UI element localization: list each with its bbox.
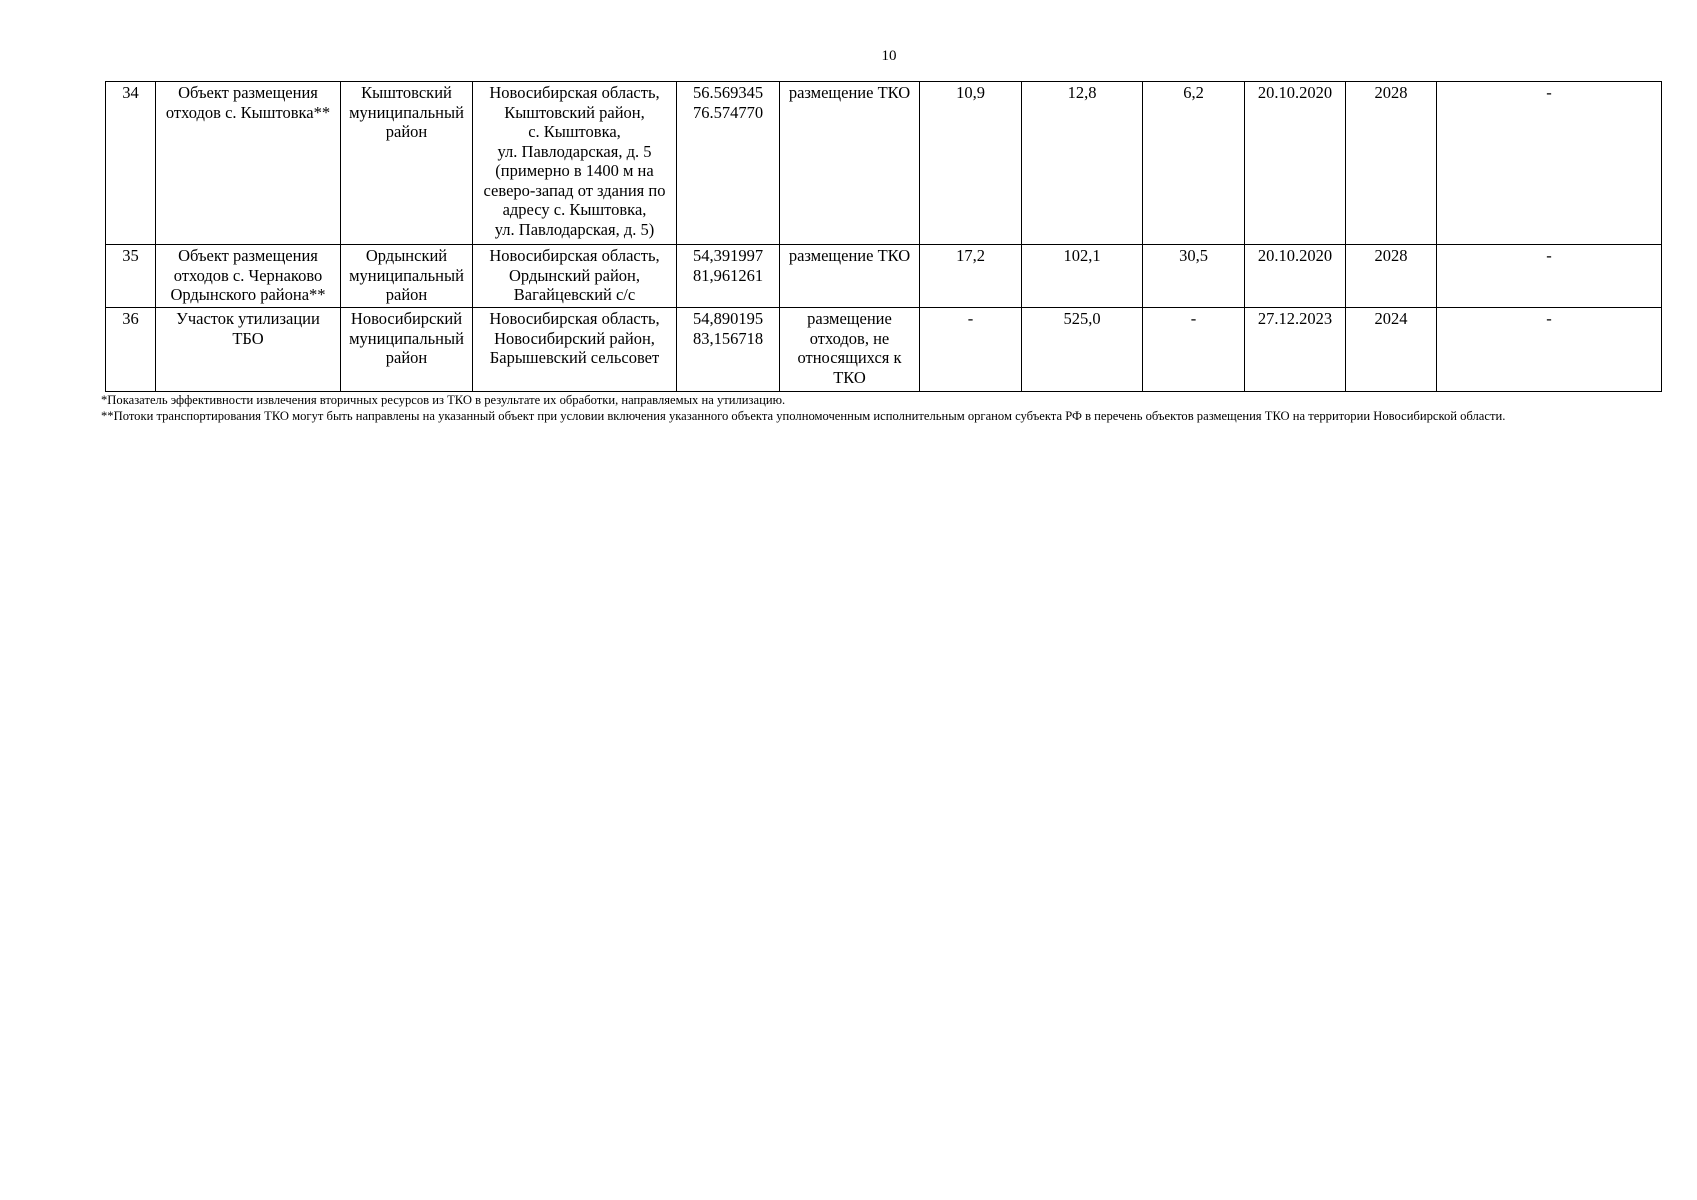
note-cell: - (1437, 308, 1662, 392)
activity-cell: размещение ТКО (780, 245, 920, 308)
date-cell: 20.10.2020 (1245, 82, 1346, 245)
value-1-cell: 17,2 (920, 245, 1022, 308)
table-row (106, 82, 1662, 245)
year-cell: 2028 (1346, 245, 1437, 308)
activity-cell: размещение ТКО (780, 82, 920, 245)
footnote-transport-flows: **Потоки транспортирования ТКО могут быть направлены на указанный объект при условии включения указанного объекта уполномоченным исполнительным органом субъекта РФ в перечень объектов размещения ТКО на территории Новосибирской области. (101, 408, 1506, 423)
address-cell: Новосибирская область, Кыштовский район, с. Кыштовка, ул. Павлодарская, д. 5 (примерно в 1400 м на северо-запад от здания по адресу с. Кыштовка, ул. Павлодарская, д. 5) (473, 82, 677, 245)
facility-name-cell: Участок утилизации ТБО (156, 308, 341, 392)
year-cell: 2024 (1346, 308, 1437, 392)
district-cell: Кыштовский муниципальный район (341, 82, 473, 245)
footnotes (101, 393, 1657, 424)
coordinates-cell: 54,890195 83,156718 (677, 308, 780, 392)
footnote-recovery-rate: *Показатель эффективности извлечения вторичных ресурсов из ТКО в результате их обработки, направляемых на утилизацию. (101, 393, 786, 407)
value-2-cell: 12,8 (1022, 82, 1143, 245)
value-1-cell: - (920, 308, 1022, 392)
facility-name-cell: Объект размещения отходов с. Чернаково Ордынского района** (156, 245, 341, 308)
facility-name-cell: Объект размещения отходов с. Кыштовка** (156, 82, 341, 245)
year-cell: 2028 (1346, 82, 1437, 245)
address-cell: Новосибирская область, Новосибирский район, Барышевский сельсовет (473, 308, 677, 392)
waste-facilities-table (105, 81, 1662, 392)
note-cell: - (1437, 245, 1662, 308)
district-cell: Новосибирский муниципальный район (341, 308, 473, 392)
value-3-cell: - (1143, 308, 1245, 392)
value-1-cell: 10,9 (920, 82, 1022, 245)
page-number: 10 (881, 48, 897, 64)
value-3-cell: 6,2 (1143, 82, 1245, 245)
value-2-cell: 525,0 (1022, 308, 1143, 392)
row-number-cell: 36 (106, 308, 156, 392)
date-cell: 20.10.2020 (1245, 245, 1346, 308)
coordinates-cell: 54,391997 81,961261 (677, 245, 780, 308)
table-row (106, 308, 1662, 392)
row-number-cell: 35 (106, 245, 156, 308)
address-cell: Новосибирская область, Ордынский район, Вагайцевский с/с (473, 245, 677, 308)
value-2-cell: 102,1 (1022, 245, 1143, 308)
registry-sheet (101, 81, 1661, 424)
value-3-cell: 30,5 (1143, 245, 1245, 308)
activity-cell: размещение отходов, не относящихся к ТКО (780, 308, 920, 392)
date-cell: 27.12.2023 (1245, 308, 1346, 392)
table-row (106, 245, 1662, 308)
district-cell: Ордынский муниципальный район (341, 245, 473, 308)
note-cell: - (1437, 82, 1662, 245)
row-number-cell: 34 (106, 82, 156, 245)
coordinates-cell: 56.569345 76.574770 (677, 82, 780, 245)
